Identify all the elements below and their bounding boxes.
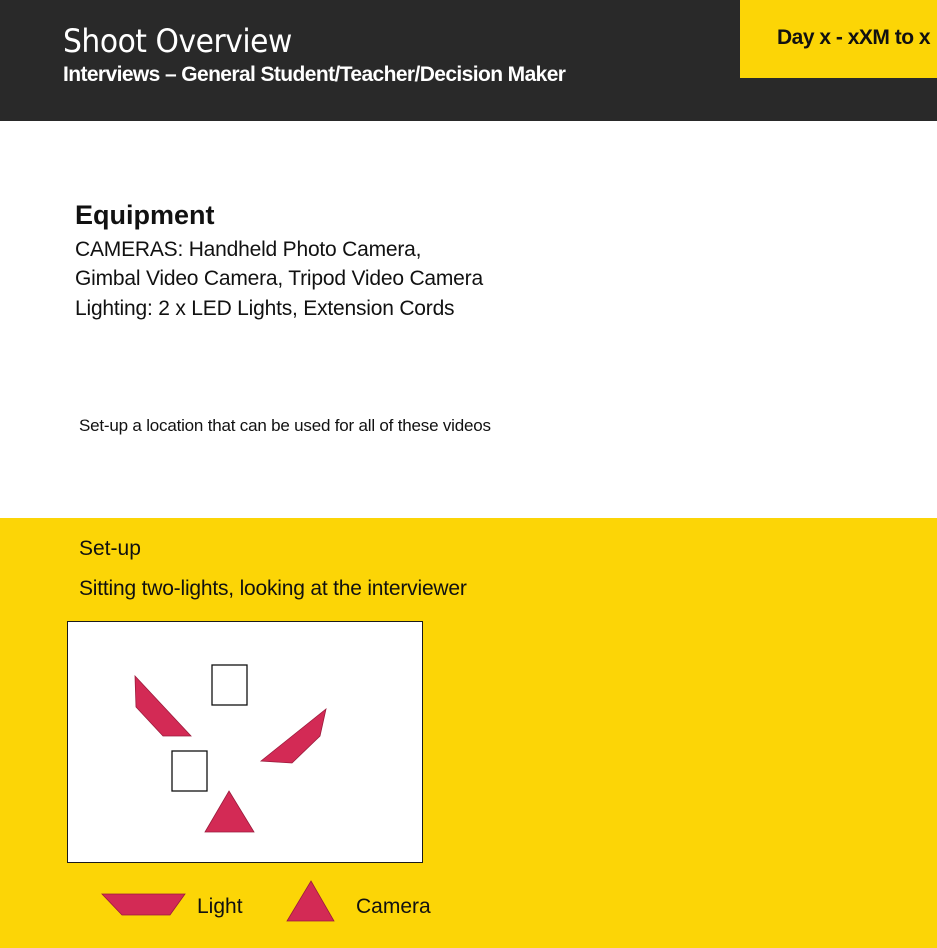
page-subtitle: Interviews – General Student/Teacher/Decision Maker — [63, 63, 566, 86]
light-legend-icon — [102, 894, 185, 915]
page-title: Shoot Overview — [63, 22, 292, 60]
setup-title: Set-up — [79, 537, 141, 560]
setup-description: Sitting two-lights, looking at the interviewer — [79, 577, 467, 600]
setup-diagram-svg — [68, 622, 424, 864]
setup-diagram — [67, 621, 423, 863]
location-note: Set-up a location that can be used for all of these videos — [79, 416, 491, 435]
interviewee-seat — [172, 751, 207, 791]
light-icon-right — [261, 709, 326, 763]
interviewer-seat — [212, 665, 247, 705]
equipment-heading: Equipment — [75, 200, 215, 230]
day-label: Day x - xXM to x — [777, 26, 931, 49]
camera-legend-label: Camera — [356, 895, 431, 918]
light-icon-left — [135, 676, 191, 736]
equipment-line-cameras: CAMERAS: Handheld Photo Camera, — [75, 238, 422, 261]
day-badge — [740, 0, 937, 78]
light-legend-label: Light — [197, 895, 243, 918]
camera-icon-diagram — [205, 791, 254, 832]
camera-legend-icon — [287, 881, 334, 921]
equipment-line-video-cameras: Gimbal Video Camera, Tripod Video Camera — [75, 267, 483, 290]
equipment-line-lighting: Lighting: 2 x LED Lights, Extension Cords — [75, 297, 455, 320]
